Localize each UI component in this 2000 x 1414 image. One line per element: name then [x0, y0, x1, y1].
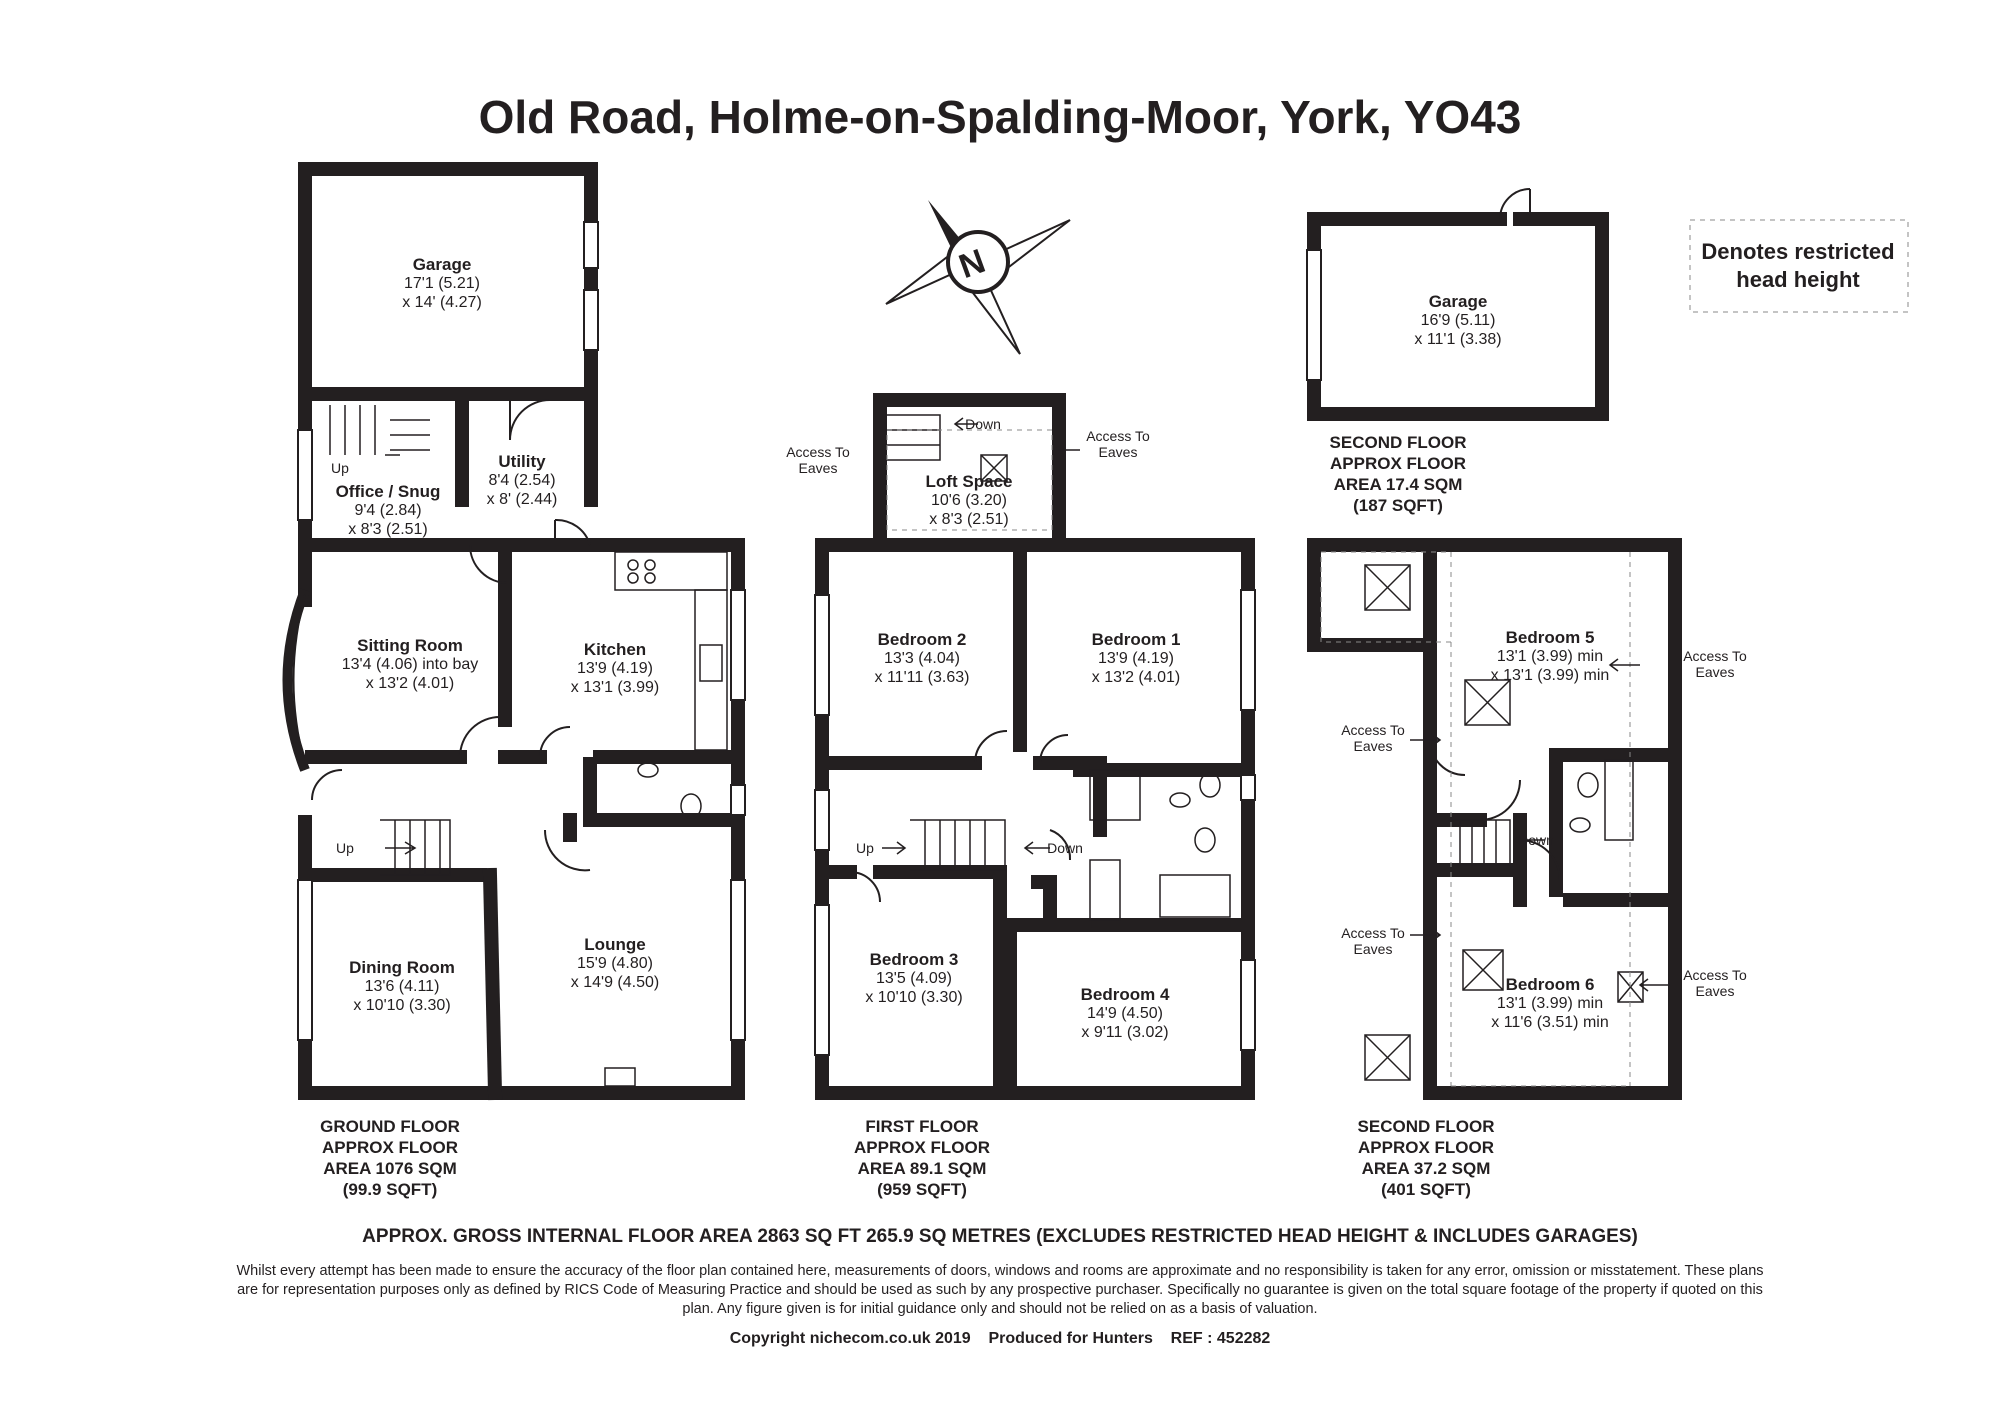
room-dim: x 11'11 (3.63) — [874, 669, 970, 686]
room-dim: x 8'3 (2.51) — [929, 511, 1009, 528]
compass-north-label: N — [954, 241, 991, 287]
caption-line: (401 SQFT) — [1381, 1180, 1471, 1199]
room-bedroom-3 — [865, 950, 962, 1007]
room-dim: x 13'1 (3.99) min — [1490, 667, 1610, 684]
gross-floor-area: APPROX. GROSS INTERNAL FLOOR AREA 2863 SQ FT 265.9 SQ METRES (EXCLUDES RESTRICTED HEAD HEIGHT & INCLUDES GARAGES) — [362, 1226, 1638, 1247]
room-dim: x 8' (2.44) — [486, 491, 558, 508]
caption-line: AREA 89.1 SQM — [857, 1159, 987, 1178]
room-name: Bedroom 6 — [1505, 975, 1595, 994]
room-dim: 8'4 (2.54) — [488, 472, 556, 489]
caption-line: (959 SQFT) — [877, 1180, 967, 1199]
room-bedroom-4 — [1081, 985, 1170, 1042]
disclaimer: Whilst every attempt has been made to ensure the accuracy of the floor plan contained here, measurements of doors, windows and rooms are approximate and no responsibility is taken for any error, omission or misstatement. These plans are for representation purposes only as defined by RICS Code of Measuring Practice and should be used as such by any prospective purchaser. Specifically no guarantee is given on the total square footage of the property if quoted on this plan. Any figure given is for initial guidance only and should not be relied on as a basis of valuation. — [236, 1263, 1764, 1317]
stairs-up-label: Up — [856, 840, 874, 856]
room-garage-second — [1414, 292, 1501, 349]
room-dim: 13'4 (4.06) into bay — [341, 656, 479, 673]
room-dining-room — [349, 958, 455, 1015]
stairs-up-label: Up — [331, 460, 349, 476]
stairs-up-label: Up — [336, 840, 354, 856]
room-dim: x 13'2 (4.01) — [365, 675, 455, 692]
room-utility — [487, 452, 558, 509]
room-dim: 10'6 (3.20) — [931, 492, 1007, 509]
stairs-down-label: Down — [1518, 832, 1554, 848]
caption-line: FIRST FLOOR — [865, 1117, 979, 1136]
stairs-down-label: Down — [965, 416, 1001, 432]
room-dim: x 9'11 (3.02) — [1081, 1024, 1169, 1041]
room-bedroom-2 — [875, 630, 970, 687]
room-dim: 13'1 (3.99) min — [1496, 648, 1604, 665]
room-bedroom-5 — [1491, 628, 1610, 685]
room-name: Bedroom 3 — [869, 950, 959, 969]
room-dim: 13'9 (4.19) — [577, 660, 653, 677]
restricted-head-height-legend — [1678, 238, 1918, 294]
room-name: Garage — [412, 255, 472, 274]
room-dim: x 13'2 (4.01) — [1091, 669, 1181, 686]
ground-floor-caption — [320, 1116, 460, 1200]
room-dim: 13'1 (3.99) min — [1496, 995, 1604, 1012]
room-garage-ground — [402, 255, 482, 312]
caption-line: APPROX FLOOR — [1329, 454, 1467, 473]
room-name: Bedroom 5 — [1505, 628, 1595, 647]
room-lounge — [571, 935, 659, 992]
caption-line: GROUND FLOOR — [320, 1117, 460, 1136]
room-name: Utility — [498, 452, 546, 471]
caption-line: (99.9 SQFT) — [342, 1180, 438, 1199]
access-to-eaves-label: Access To Eaves — [1341, 722, 1405, 754]
stairs-down-label: Down — [1047, 840, 1083, 856]
ground-floor-walls — [305, 169, 738, 1093]
room-dim: 14'9 (4.50) — [1086, 1005, 1163, 1022]
room-dim: x 10'10 (3.30) — [865, 989, 963, 1006]
room-dim: 16'9 (5.11) — [1420, 312, 1496, 329]
caption-line: APPROX FLOOR — [853, 1138, 991, 1157]
room-kitchen — [571, 640, 659, 697]
second-floor-garage-caption — [1330, 432, 1467, 516]
room-office-snug — [336, 482, 441, 539]
room-dim: 13'5 (4.09) — [876, 970, 952, 987]
room-name: Bedroom 4 — [1080, 985, 1170, 1004]
room-name: Bedroom 2 — [877, 630, 967, 649]
room-dim: 13'6 (4.11) — [364, 978, 440, 995]
room-dim: x 11'1 (3.38) — [1414, 331, 1502, 348]
first-floor-caption — [854, 1116, 990, 1200]
access-to-eaves-label: Access To Eaves — [1683, 648, 1747, 680]
room-name: Bedroom 1 — [1091, 630, 1181, 649]
caption-line: AREA 17.4 SQM — [1333, 475, 1463, 494]
caption-line: AREA 37.2 SQM — [1361, 1159, 1491, 1178]
room-dim: x 10'10 (3.30) — [353, 997, 451, 1014]
copyright: Copyright nichecom.co.uk 2019 Produced for Hunters REF : 452282 — [729, 1330, 1271, 1347]
room-name: Dining Room — [349, 958, 455, 977]
caption-line: AREA 1076 SQM — [323, 1159, 457, 1178]
room-dim: x 14' (4.27) — [402, 294, 482, 311]
bay-window — [288, 590, 306, 770]
access-to-eaves-label: Access To Eaves — [1683, 967, 1747, 999]
room-dim: 15'9 (4.80) — [577, 955, 653, 972]
room-dim: 13'3 (4.04) — [884, 650, 960, 667]
room-name: Office / Snug — [335, 482, 441, 501]
caption-line: SECOND FLOOR — [1357, 1117, 1495, 1136]
room-name: Loft Space — [925, 472, 1013, 491]
room-name: Sitting Room — [357, 636, 463, 655]
room-loft-space — [926, 472, 1013, 529]
room-dim: 13'9 (4.19) — [1097, 650, 1174, 667]
room-dim: 17'1 (5.21) — [403, 275, 480, 292]
legend-line-1: Denotes restricted — [1701, 239, 1895, 264]
second-floor-caption — [1358, 1116, 1495, 1200]
room-sitting-room — [342, 636, 478, 693]
access-to-eaves-label: Access To Eaves — [1086, 428, 1150, 460]
room-name: Kitchen — [583, 640, 647, 659]
room-bedroom-1 — [1092, 630, 1181, 687]
access-to-eaves-label: Access To Eaves — [1341, 925, 1405, 957]
room-dim: x 8'3 (2.51) — [348, 521, 428, 538]
legend-line-2: head height — [1736, 267, 1860, 292]
room-dim: x 13'1 (3.99) — [570, 679, 660, 696]
caption-line: (187 SQFT) — [1353, 496, 1443, 515]
room-bedroom-6 — [1491, 975, 1608, 1032]
caption-line: SECOND FLOOR — [1329, 433, 1467, 452]
room-dim: 9'4 (2.84) — [354, 502, 422, 519]
room-name: Garage — [1428, 292, 1488, 311]
page-title: Old Road, Holme-on-Spalding-Moor, York, YO43 — [478, 91, 1522, 143]
access-to-eaves-label: Access To Eaves — [786, 444, 850, 476]
room-dim: x 14'9 (4.50) — [570, 974, 660, 991]
caption-line: APPROX FLOOR — [1357, 1138, 1495, 1157]
caption-line: APPROX FLOOR — [321, 1138, 458, 1157]
room-name: Lounge — [584, 935, 646, 954]
arrows — [385, 418, 1670, 991]
room-dim: x 11'6 (3.51) min — [1491, 1014, 1609, 1031]
